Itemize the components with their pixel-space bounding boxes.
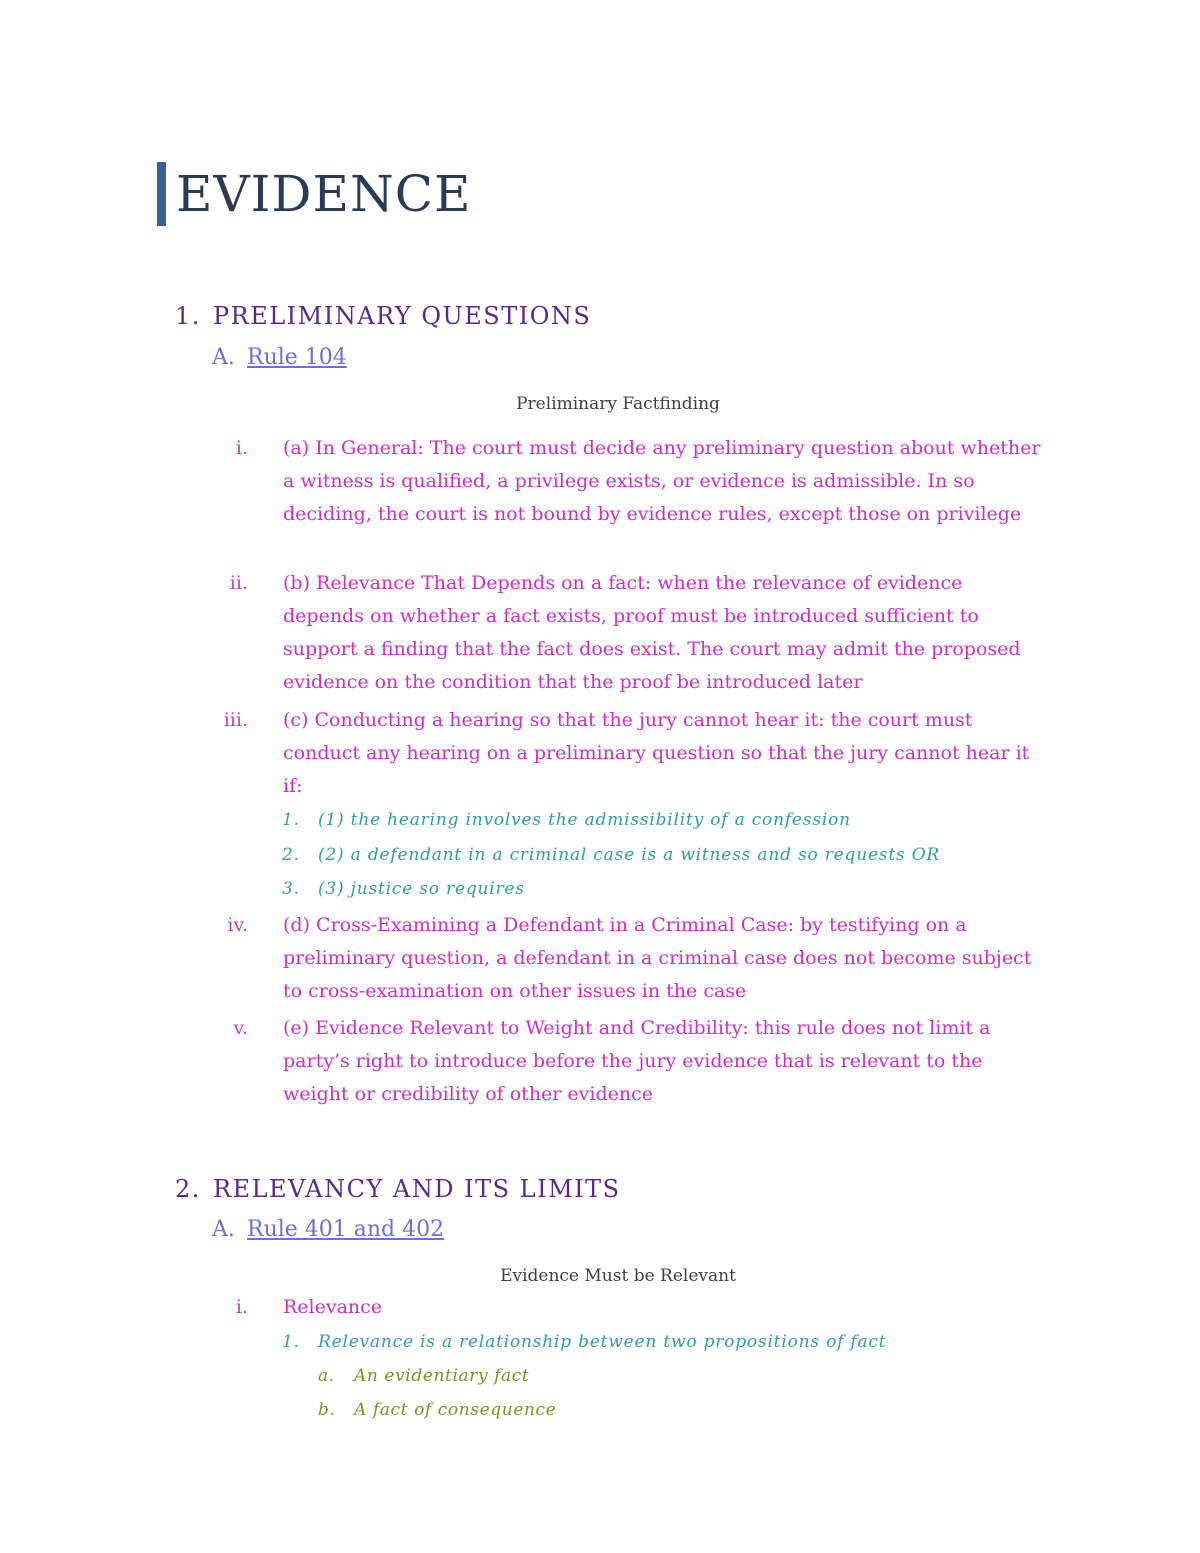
list-marker: 3. [282,879,300,899]
section-number: 1. [175,302,201,330]
document-title [157,162,471,226]
list-marker: ii. [229,572,248,594]
list-marker: b. [318,1400,336,1420]
list-item-text: Relevance [283,1296,383,1318]
alpha-list-item [318,1366,529,1386]
list-marker: a. [318,1366,335,1386]
list-item-text: (3) justice so requires [318,879,525,899]
section-title: RELEVANCY AND ITS LIMITS [213,1175,621,1203]
section-number: 2. [175,1175,201,1203]
list-item-text: Relevance is a relationship between two propositions of fact [318,1332,887,1352]
sub-list-item [282,845,940,865]
subheading-letter: A. [212,1217,235,1242]
list-item-text: (2) a defendant in a criminal case is a witness and so requests OR [318,845,941,865]
list-marker: 1. [282,810,300,830]
list-marker: i. [235,1296,248,1318]
sub-list-item [282,879,525,899]
list-item-text: A fact of consequence [354,1400,557,1420]
list-item-text: (b) Relevance That Depends on a fact: when the relevance of evidence depends on whether a fact exists, proof must be introduced sufficient to support a finding that the fact does exist. The court may admit the proposed evidence on the condition that the proof be introduced later [283,572,1021,693]
list-marker: iii. [223,709,248,731]
rule-104-link[interactable]: Rule 104 [247,345,347,370]
caption-evidence-must-be-relevant: Evidence Must be Relevant [500,1266,736,1286]
sub-list-item [282,1332,886,1352]
title-accent-bar [157,162,166,226]
list-marker: 1. [282,1332,300,1352]
section-heading-relevancy [175,1175,621,1203]
list-marker: 2. [282,845,300,865]
alpha-list-item [318,1400,556,1420]
subheading-letter: A. [212,345,235,370]
rule-401-402-link[interactable]: Rule 401 and 402 [247,1217,445,1242]
list-marker: i. [235,437,248,459]
section-title: PRELIMINARY QUESTIONS [213,302,592,330]
list-item-text: (a) In General: The court must decide any preliminary question about whether a witness is qualified, a privilege exists, or evidence is admissible. In so deciding, the court is not bound by evidence rules, except those on privilege [283,437,1041,525]
list-item-text: (1) the hearing involves the admissibility of a confession [318,810,851,830]
subheading-rule-104 [212,345,347,370]
list-item-text: An evidentiary fact [354,1366,530,1386]
section-heading-preliminary-questions [175,302,591,330]
list-item-text: (e) Evidence Relevant to Weight and Credibility: this rule does not limit a party’s right to introduce before the jury evidence that is relevant to the weight or credibility of other evidence [283,1017,991,1105]
list-marker: v. [233,1017,248,1039]
list-marker: iv. [227,914,248,936]
sub-list-item [282,810,851,830]
list-item-text: (c) Conducting a hearing so that the jury cannot hear it: the court must conduct any hearing on a preliminary question so that the jury cannot hear it if: [283,709,1030,797]
title-text: EVIDENCE [176,165,472,223]
subheading-rule-401-402 [212,1217,444,1242]
caption-preliminary-factfinding: Preliminary Factfinding [516,394,720,414]
list-item-text: (d) Cross-Examining a Defendant in a Criminal Case: by testifying on a preliminary question, a defendant in a criminal case does not become subject to cross-examination on other issues in the case [283,914,1032,1002]
